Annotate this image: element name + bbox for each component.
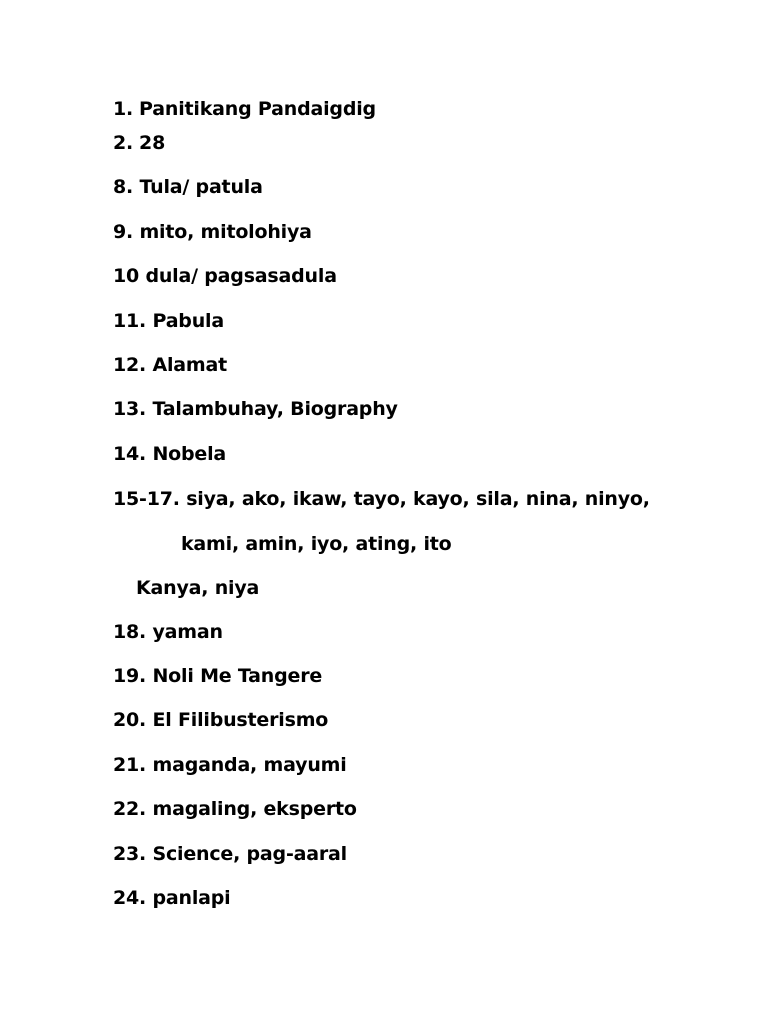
list-item-number: 1. — [113, 98, 134, 120]
list-item-2 — [113, 131, 165, 155]
list-item: 14. Nobela — [113, 443, 227, 465]
list-item: 12. Alamat — [113, 354, 228, 376]
list-item: 21. maganda, mayumi — [113, 754, 347, 776]
list-item: 11. Pabula — [113, 310, 224, 332]
list-item: 24. panlapi — [113, 887, 231, 909]
list-item: 18. yaman — [113, 621, 223, 643]
list-item-continuation: kami, amin, iyo, ating, ito — [181, 533, 452, 555]
list-item: 15-17. siya, ako, ikaw, tayo, kayo, sila, nina, ninyo, — [113, 488, 650, 510]
list-item: 8. Tula/ patula — [113, 176, 263, 198]
list-item: 23. Science, pag-aaral — [113, 843, 347, 865]
list-item-continuation: Kanya, niya — [136, 577, 260, 599]
list-item: 9. mito, mitolohiya — [113, 221, 312, 243]
list-item-text: 28 — [139, 132, 166, 154]
list-item: 19. Noli Me Tangere — [113, 665, 323, 687]
list-item: 10 dula/ pagsasadula — [113, 265, 337, 287]
list-item: 13. Talambuhay, Biography — [113, 398, 398, 420]
list-item-text: Panitikang Pandaigdig — [139, 98, 376, 120]
list-item: 22. magaling, eksperto — [113, 798, 357, 820]
list-item: 20. El Filibusterismo — [113, 709, 329, 731]
list-item-1 — [113, 97, 376, 121]
list-item-number: 2. — [113, 132, 134, 154]
